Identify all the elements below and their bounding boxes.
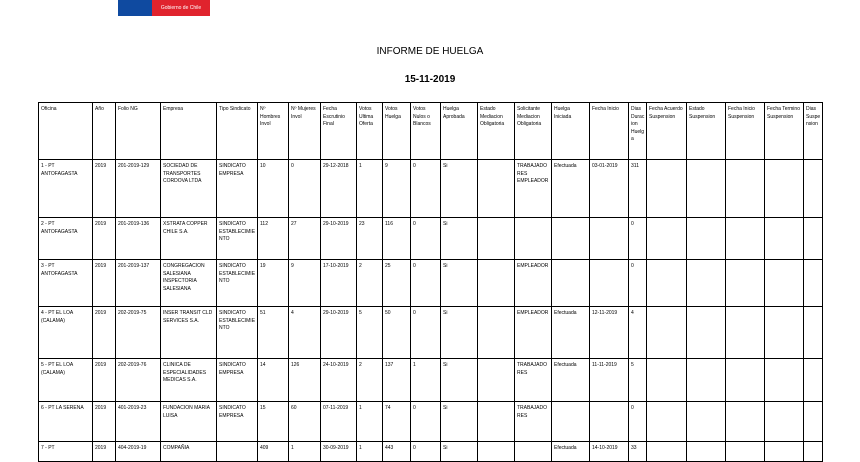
table-cell (804, 307, 823, 359)
table-cell: 0 (289, 160, 321, 218)
table-cell (726, 359, 765, 402)
table-cell: 0 (411, 260, 441, 307)
column-header: Fecha Escrutinio Final (321, 103, 357, 160)
table-cell: 6 - PT LA SERENA (39, 402, 93, 442)
table-cell (552, 260, 590, 307)
table-cell: SINDICATO ESTABLECIMIENTO (217, 218, 258, 260)
report-date: 15-11-2019 (404, 74, 456, 85)
table-cell (726, 442, 765, 462)
table-cell: 1 (289, 442, 321, 462)
table-cell (804, 359, 823, 402)
column-header: Año (93, 103, 116, 160)
table-cell: CONGREGACION SALESIANA INSPECTORIA SALESIANA (161, 260, 217, 307)
column-header: Votos Ultima Oferta (357, 103, 383, 160)
column-header: Huelga Iniciada (552, 103, 590, 160)
table-cell: 07-11-2019 (321, 402, 357, 442)
table-cell: 1 - PT ANTOFAGASTA (39, 160, 93, 218)
table-cell (647, 359, 687, 402)
table-cell: 1 (357, 442, 383, 462)
table-cell: 4 - PT EL LOA (CALAMA) (39, 307, 93, 359)
table-cell: 2 - PT ANTOFAGASTA (39, 218, 93, 260)
table-cell (687, 160, 726, 218)
table-cell: 201-2019-136 (116, 218, 161, 260)
table-cell: 2019 (93, 442, 116, 462)
table-cell: 15 (258, 402, 289, 442)
table-cell: Si (441, 260, 478, 307)
table-cell (765, 359, 804, 402)
table-cell: SINDICATO ESTABLECIMIENTO (217, 307, 258, 359)
table-cell: 50 (383, 307, 411, 359)
table-row (39, 307, 823, 359)
table-cell: 0 (411, 402, 441, 442)
table-cell (765, 442, 804, 462)
column-header: Fecha Termino Suspension (765, 103, 804, 160)
table-cell (552, 218, 590, 260)
column-header: Huelga Aprobada (441, 103, 478, 160)
table-row (39, 359, 823, 402)
table-cell: COMPAÑIA (161, 442, 217, 462)
table-cell: 2019 (93, 307, 116, 359)
table-cell (687, 218, 726, 260)
table-cell: 14-10-2019 (590, 442, 629, 462)
table-cell (217, 442, 258, 462)
table-cell: 1 (411, 359, 441, 402)
table-cell: 2019 (93, 260, 116, 307)
table-cell: 311 (629, 160, 647, 218)
table-cell (647, 307, 687, 359)
table-cell: 2 (357, 260, 383, 307)
table-cell (804, 402, 823, 442)
table-cell: CLINICA DE ESPECIALIDADES MEDICAS S.A. (161, 359, 217, 402)
table-cell: 29-10-2019 (321, 218, 357, 260)
table-cell (726, 218, 765, 260)
table-cell: 25 (383, 260, 411, 307)
table-cell: Si (441, 442, 478, 462)
table-cell (687, 359, 726, 402)
table-cell (804, 260, 823, 307)
table-cell: 2019 (93, 160, 116, 218)
table-cell (687, 402, 726, 442)
table-cell: INSER TRANSIT CLD SERVICES S.A. (161, 307, 217, 359)
table-cell (765, 402, 804, 442)
table-cell: TRABAJADORES (515, 359, 552, 402)
table-cell: EMPLEADOR (515, 307, 552, 359)
table-cell (765, 260, 804, 307)
table-cell: 0 (411, 160, 441, 218)
table-cell: 4 (289, 307, 321, 359)
table-cell (726, 402, 765, 442)
table-row (39, 218, 823, 260)
table-cell: 33 (629, 442, 647, 462)
column-header: Dias Duracion Huelga (629, 103, 647, 160)
table-cell (478, 307, 515, 359)
column-header: Fecha Inicio (590, 103, 629, 160)
table-cell (804, 160, 823, 218)
table-cell: 12-11-2019 (590, 307, 629, 359)
column-header: Nº Mujeres Invol (289, 103, 321, 160)
table-cell (687, 442, 726, 462)
table-cell (478, 442, 515, 462)
table-cell (478, 359, 515, 402)
table-cell (765, 160, 804, 218)
table-cell (590, 402, 629, 442)
table-cell: 404-2019-19 (116, 442, 161, 462)
table-cell: 137 (383, 359, 411, 402)
strike-report-table (38, 102, 823, 462)
table-cell: 9 (383, 160, 411, 218)
gobierno-de-chile-logo: Gobierno de Chile (118, 0, 210, 16)
table-cell: 29-12-2018 (321, 160, 357, 218)
table-cell (552, 402, 590, 442)
table-cell: TRABAJADORES (515, 402, 552, 442)
column-header: Oficina (39, 103, 93, 160)
table-cell: 0 (411, 307, 441, 359)
table-cell: 51 (258, 307, 289, 359)
table-cell: Si (441, 359, 478, 402)
table-cell (515, 442, 552, 462)
column-header: Solicitante Mediacion Obligatoria (515, 103, 552, 160)
table-cell: 60 (289, 402, 321, 442)
header-row (39, 103, 823, 160)
table-cell: 0 (411, 442, 441, 462)
table-cell: Si (441, 160, 478, 218)
column-header: Empresa (161, 103, 217, 160)
table-cell: 112 (258, 218, 289, 260)
table-cell (647, 260, 687, 307)
column-header: Dias Suspension (804, 103, 823, 160)
table-cell: 3 - PT ANTOFAGASTA (39, 260, 93, 307)
table-cell: 5 - PT EL LOA (CALAMA) (39, 359, 93, 402)
table-cell (647, 160, 687, 218)
table-cell: 201-2019-129 (116, 160, 161, 218)
table-cell (687, 260, 726, 307)
table-cell: 4 (629, 307, 647, 359)
column-header: Estado Mediacion Obligatoria (478, 103, 515, 160)
table-cell: 201-2019-137 (116, 260, 161, 307)
table-row (39, 442, 823, 462)
table-cell: 14 (258, 359, 289, 402)
table-cell: FUNDACION MARIA LUISA (161, 402, 217, 442)
table-cell: Efectuada (552, 307, 590, 359)
table-cell: 74 (383, 402, 411, 442)
column-header: Fecha Acuerdo Suspension (647, 103, 687, 160)
table-row (39, 402, 823, 442)
table-cell: 11-11-2019 (590, 359, 629, 402)
table-cell (515, 218, 552, 260)
table-cell (726, 307, 765, 359)
table-cell: XSTRATA COPPER CHILE S.A. (161, 218, 217, 260)
table-cell: 17-10-2019 (321, 260, 357, 307)
column-header: Estado Suspension (687, 103, 726, 160)
table-cell: 2019 (93, 359, 116, 402)
table-cell: 401-2019-23 (116, 402, 161, 442)
table-cell: Efectuada (552, 359, 590, 402)
table-cell: 2019 (93, 402, 116, 442)
table-cell: 202-2019-76 (116, 359, 161, 402)
table-cell: 19 (258, 260, 289, 307)
column-header: Folio NG (116, 103, 161, 160)
table-cell: 1 (357, 402, 383, 442)
table-cell (765, 307, 804, 359)
column-header: Nº Hombres Invol (258, 103, 289, 160)
column-header: Fecha Inicio Suspension (726, 103, 765, 160)
table-cell (478, 402, 515, 442)
table-cell (726, 260, 765, 307)
table-cell (804, 218, 823, 260)
table-cell (647, 402, 687, 442)
table-cell: Si (441, 218, 478, 260)
table-cell (478, 218, 515, 260)
table-cell: SINDICATO ESTABLECIMIENTO (217, 260, 258, 307)
table-cell (478, 160, 515, 218)
table-cell: SINDICATO EMPRESA (217, 359, 258, 402)
column-header: Votos Huelga (383, 103, 411, 160)
table-cell (478, 260, 515, 307)
table-cell: 9 (289, 260, 321, 307)
table-cell: SINDICATO EMPRESA (217, 402, 258, 442)
table-cell: 0 (629, 218, 647, 260)
table-cell: 0 (629, 402, 647, 442)
table-cell: 0 (629, 260, 647, 307)
table-cell: 30-09-2019 (321, 442, 357, 462)
table-cell: 29-10-2019 (321, 307, 357, 359)
table-cell (590, 260, 629, 307)
table-row (39, 260, 823, 307)
table-row (39, 160, 823, 218)
table-cell: 5 (629, 359, 647, 402)
table-cell: 7 - PT (39, 442, 93, 462)
table-cell: 27 (289, 218, 321, 260)
table-cell: 2 (357, 359, 383, 402)
table-cell: 0 (411, 218, 441, 260)
table-cell (647, 442, 687, 462)
report-title: INFORME DE HUELGA (376, 46, 484, 57)
column-header: Votos Nulos o Blancos (411, 103, 441, 160)
table-cell: 03-01-2019 (590, 160, 629, 218)
table-cell: 24-10-2019 (321, 359, 357, 402)
column-header: Tipo Sindicato (217, 103, 258, 160)
table-cell (590, 218, 629, 260)
table-cell: Efectuada (552, 442, 590, 462)
table-cell (726, 160, 765, 218)
table-cell: 116 (383, 218, 411, 260)
table-cell: 1 (357, 160, 383, 218)
table-cell: Si (441, 307, 478, 359)
table-cell: 10 (258, 160, 289, 218)
table-cell: Efectuada (552, 160, 590, 218)
table-cell (687, 307, 726, 359)
table-cell: 5 (357, 307, 383, 359)
table-cell (765, 218, 804, 260)
table-cell: 23 (357, 218, 383, 260)
table-cell: 2019 (93, 218, 116, 260)
table-cell: Si (441, 402, 478, 442)
table-cell (804, 442, 823, 462)
table-cell: 126 (289, 359, 321, 402)
table-cell: TRABAJADORES EMPLEADOR (515, 160, 552, 218)
table-cell: SOCIEDAD DE TRANSPORTES CORDOVA LTDA (161, 160, 217, 218)
table-cell: SINDICATO EMPRESA (217, 160, 258, 218)
table-cell: 443 (383, 442, 411, 462)
table-cell (647, 218, 687, 260)
table-cell: 409 (258, 442, 289, 462)
table-cell: EMPLEADOR (515, 260, 552, 307)
table-cell: 202-2019-75 (116, 307, 161, 359)
